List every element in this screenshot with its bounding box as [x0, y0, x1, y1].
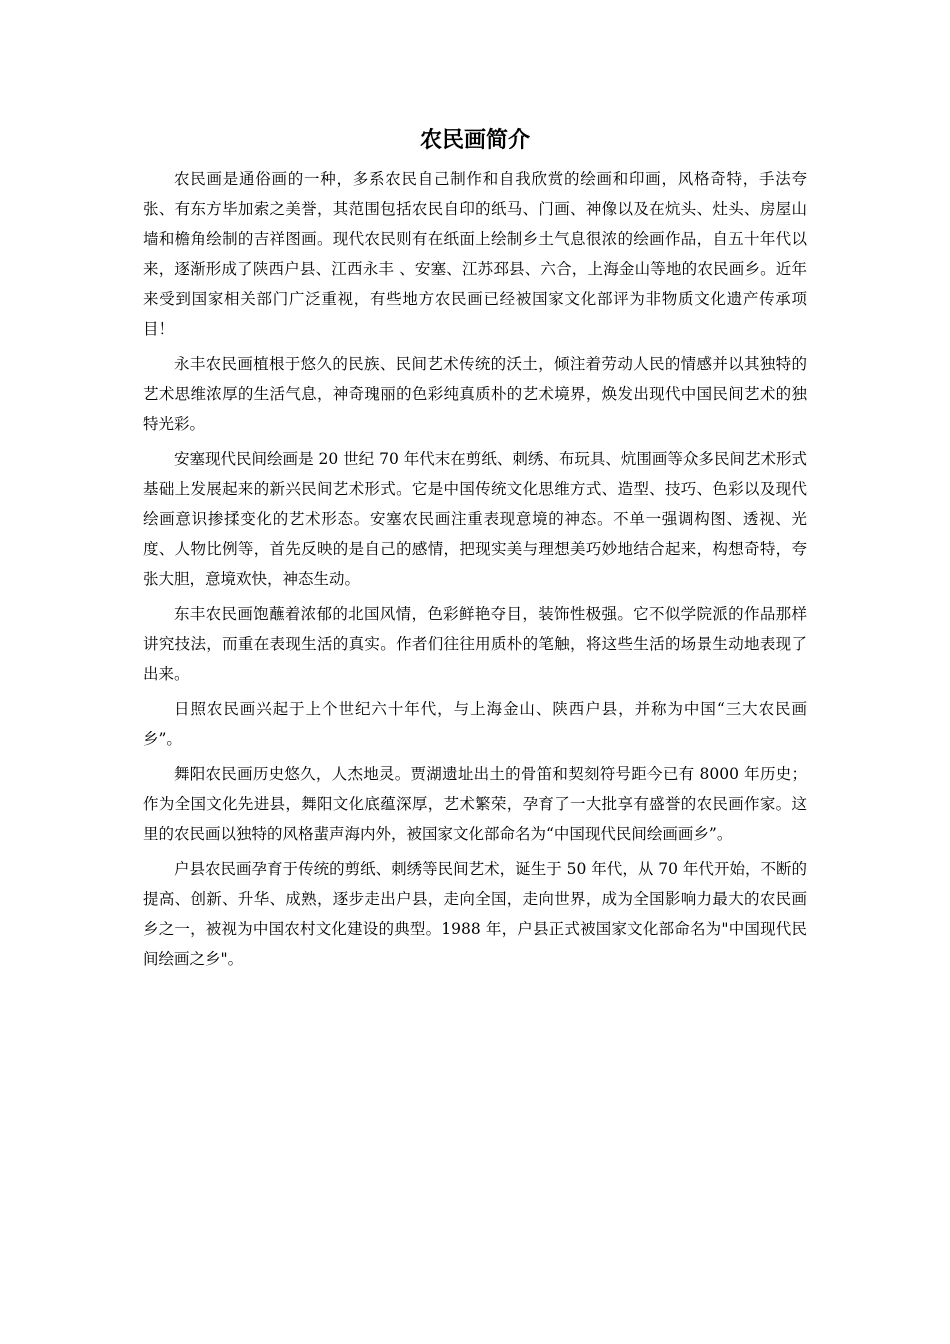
document-body — [143, 164, 807, 979]
paragraph-intro: 农民画是通俗画的一种，多系农民自己制作和自我欣赏的绘画和印画，风格奇特，手法夸张、有东方毕加索之美誉，其范围包括农民自印的纸马、门画、神像以及在炕头、灶头、房屋山墙和檐角绘制的吉祥图画。现代农民则有在纸面上绘制乡土气息很浓的绘画作品，自五十年代以来，逐渐形成了陕西户县、江西永丰 、安塞、江苏邳县、六合，上海金山等地的农民画乡。近年来受到国家相关部门广泛重视，有些地方农民画已经被国家文化部评为非物质文化遗产传承项目！ — [143, 170, 807, 338]
paragraph-ansai: 安塞现代民间绘画是 20 世纪 70 年代末在剪纸、刺绣、布玩具、炕围画等众多民间艺术形式基础上发展起来的新兴民间艺术形式。它是中国传统文化思维方式、造型、技巧、色彩以及现代绘画意识掺揉变化的艺术形态。安塞农民画注重表现意境的神态。不单一强调构图、透视、光度、人物比例等，首先反映的是自己的感情，把现实美与理想美巧妙地结合起来，构想奇特，夸张大胆，意境欢快，神态生动。 — [143, 450, 807, 588]
paragraph-yongfeng: 永丰农民画植根于悠久的民族、民间艺术传统的沃土，倾注着劳动人民的情感并以其独特的艺术思维浓厚的生活气息，神奇瑰丽的色彩纯真质朴的艺术境界，焕发出现代中国民间艺术的独特光彩。 — [143, 355, 807, 433]
paragraph-dongfeng: 东丰农民画饱蘸着浓郁的北国风情，色彩鲜艳夺目，装饰性极强。它不似学院派的作品那样讲究技法，而重在表现生活的真实。作者们往往用质朴的笔触，将这些生活的场景生动地表现了出来。 — [143, 605, 807, 683]
document-title: 农民画简介 — [419, 128, 530, 153]
paragraph-huxian: 户县农民画孕育于传统的剪纸、刺绣等民间艺术，诞生于 50 年代，从 70 年代开始，不断的提高、创新、升华、成熟，逐步走出户县，走向全国，走向世界，成为全国影响力最大的农民画乡之一，被视为中国农村文化建设的典型。1988 年，户县正式被国家文化部命名为"中国现代民间绘画之乡"。 — [143, 860, 807, 968]
paragraph-rizhao: 日照农民画兴起于上个世纪六十年代，与上海金山、陕西户县，并称为中国“三大农民画乡”。 — [143, 700, 807, 748]
paragraph-wuyang: 舞阳农民画历史悠久，人杰地灵。贾湖遗址出土的骨笛和契刻符号距今已有 8000 年历史；作为全国文化先进县，舞阳文化底蕴深厚，艺术繁荣，孕育了一大批享有盛誉的农民画作家。这里的农民画以独特的风格蜚声海内外，被国家文化部命名为“中国现代民间绘画画乡”。 — [143, 765, 807, 843]
